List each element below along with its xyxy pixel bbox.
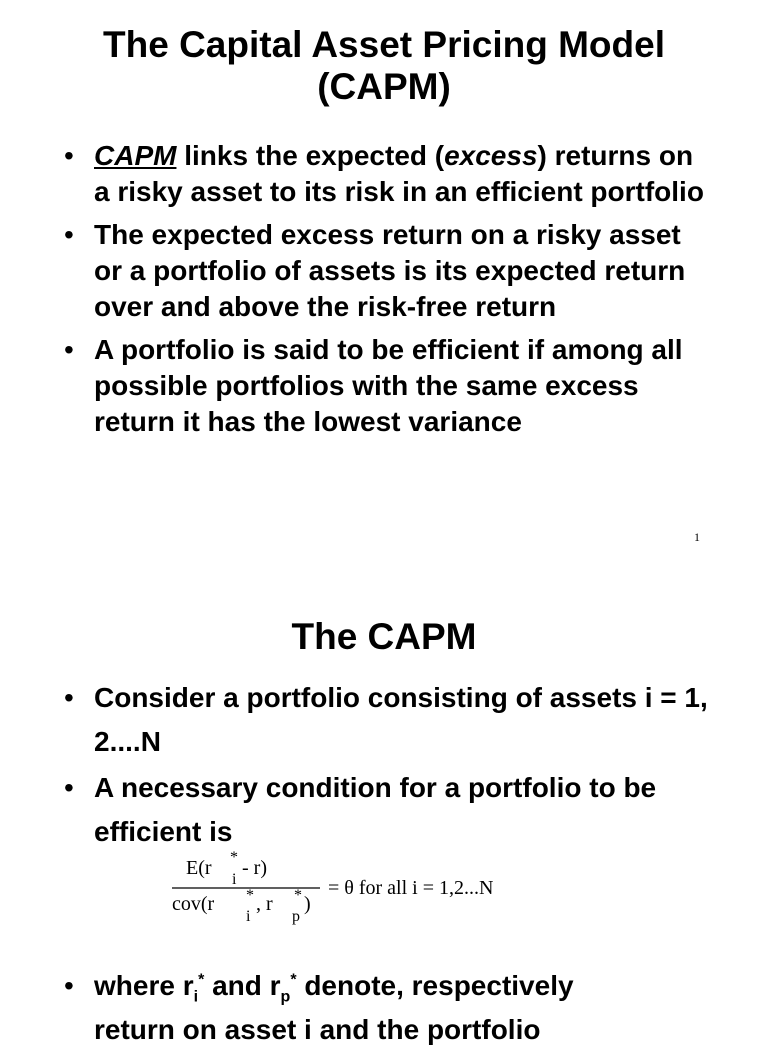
bullet-text: denote, respectively: [296, 970, 574, 1001]
excess-term: excess: [444, 140, 538, 171]
bullet-text: A necessary condition for a portfolio to be efficient is: [94, 772, 657, 847]
bullet-dot: •: [64, 140, 74, 171]
bullet-item: [0, 332, 768, 440]
bullet-item: [0, 676, 768, 764]
bullet-text: ) returns on a risky asset to its risk in an efficient portfolio: [94, 140, 704, 207]
slide-title: [0, 24, 768, 108]
bullet-text: The expected excess return on a risky asset or a portfolio of assets is its expected return over and above the risk-free return: [94, 219, 686, 322]
denominator-sub-i: i: [246, 908, 251, 925]
bullet-text: Consider a portfolio consisting of assets i = 1, 2....N: [94, 682, 708, 757]
bullet-item: [0, 964, 768, 1052]
denominator-prefix: cov(r: [172, 893, 215, 915]
denominator-mid: , r: [256, 893, 273, 915]
numerator-suffix: - r): [242, 857, 267, 879]
bullet-text: A portfolio is said to be efficient if among all possible portfolios with the same excess return it has the lowest variance: [94, 334, 683, 437]
bullet-text-line-2: return on asset i and the portfolio: [94, 1014, 541, 1045]
efficiency-formula: [172, 844, 612, 934]
denominator-suffix: ): [304, 893, 311, 915]
bullet-dot: •: [64, 772, 74, 803]
bullet-text: links the expected (: [176, 140, 445, 171]
slide-2: [0, 560, 768, 1045]
slide-title: The CAPM: [291, 616, 477, 657]
subscript-p: p: [280, 988, 291, 1006]
subscript-i: i: [193, 988, 199, 1006]
denominator-sup-p: *: [294, 887, 302, 904]
bullet-item: [0, 138, 768, 210]
superscript-star: *: [290, 971, 297, 989]
bullet-dot: •: [64, 334, 74, 365]
capm-term: CAPM: [94, 140, 177, 171]
denominator-sup-i: *: [246, 887, 254, 904]
formula-rhs: = θ for all i = 1,2...N: [328, 877, 494, 899]
denominator-sub-p: p: [292, 908, 300, 925]
numerator-sup: *: [230, 849, 238, 866]
bullet-dot: •: [64, 970, 74, 1001]
bullet-dot: •: [64, 682, 74, 713]
bullet-list: [0, 676, 768, 856]
title-line-1: The Capital Asset Pricing Model: [103, 24, 665, 65]
bullet-text: and r: [204, 970, 281, 1001]
bullet-item: [0, 217, 768, 325]
page-number: 1: [694, 530, 700, 544]
bullet-text: where r: [94, 970, 194, 1001]
superscript-star: *: [198, 971, 205, 989]
numerator-sub: i: [232, 871, 237, 888]
formula-graphic: [172, 844, 612, 934]
bullet-list: [0, 964, 768, 1054]
bullet-item: [0, 766, 768, 854]
numerator-prefix: E(r: [186, 857, 212, 879]
bullet-list: [0, 138, 768, 447]
bullet-dot: •: [64, 219, 74, 250]
title-line-2: (CAPM): [317, 66, 451, 107]
